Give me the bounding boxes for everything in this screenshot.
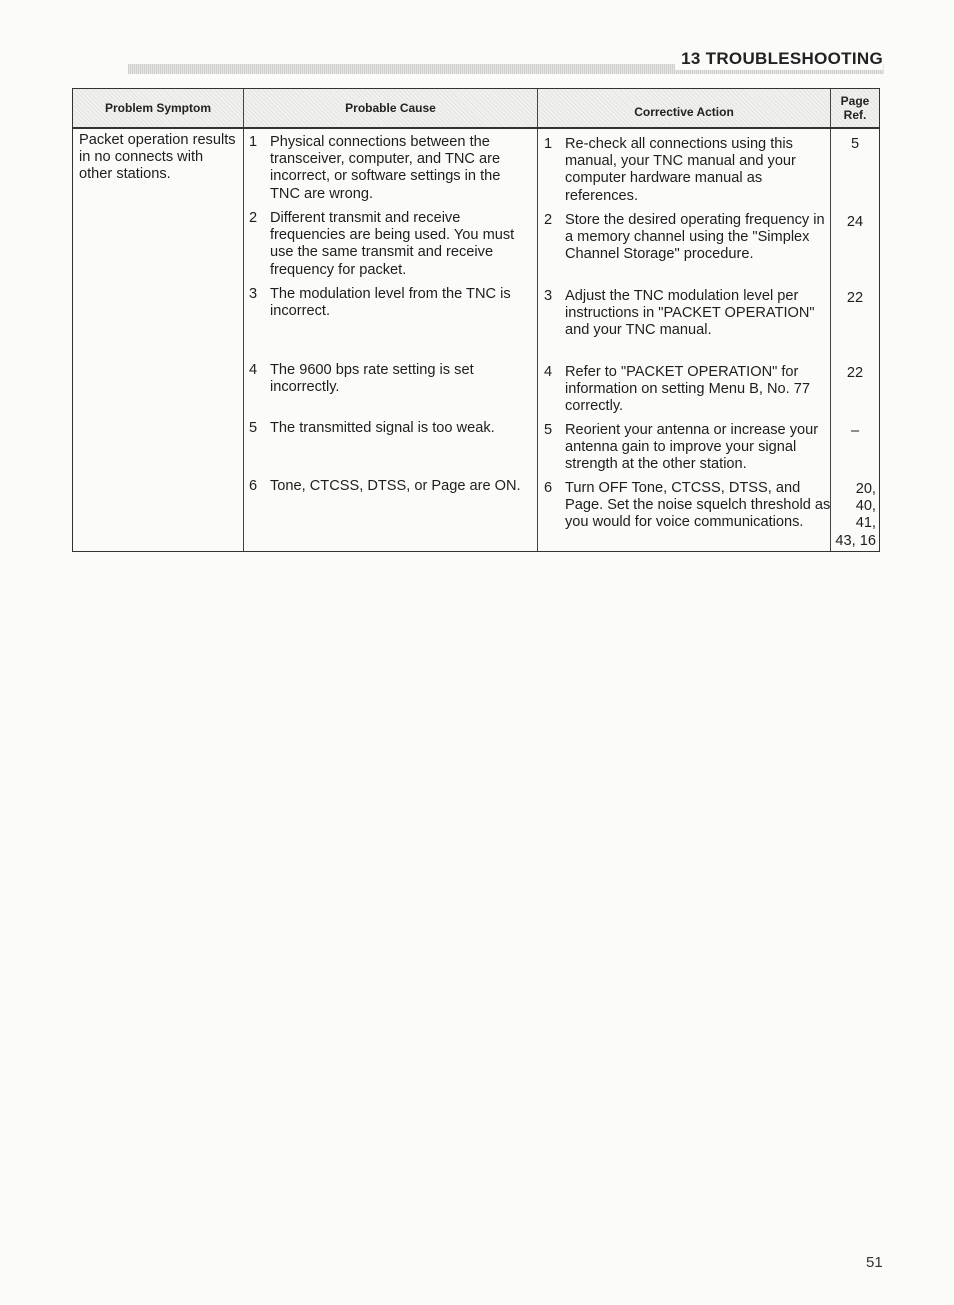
header-divider — [73, 127, 879, 129]
probable-cause: Physical connections between the transceiver, computer, and TNC are incorrect, or software settings in the TNC are wrong. — [270, 134, 501, 202]
section-title: 13 TROUBLESHOOTING — [675, 48, 883, 70]
cause-number: 6 — [249, 478, 258, 494]
corrective-action: Refer to "PACKET OPERATION" for information on setting Menu B, No. 77 correctly. — [565, 364, 810, 415]
column-header-page-ref: Page Ref. — [831, 89, 879, 127]
page-reference: – — [850, 423, 860, 439]
corrective-action: Store the desired operating frequency in a memory channel using the "Simplex Channel Storage" procedure. — [565, 212, 825, 263]
action-number: 6 — [544, 480, 553, 496]
page-number: 51 — [866, 1254, 883, 1271]
column-header-symptom: Problem Symptom — [73, 89, 243, 127]
column-header-action: Corrective Action — [538, 89, 830, 127]
action-number: 4 — [544, 364, 553, 380]
probable-cause: The 9600 bps rate setting is set incorrectly. — [270, 362, 474, 396]
cause-number: 2 — [249, 210, 258, 226]
page-reference: 20, 40, 41, 43, 16 — [835, 481, 876, 549]
probable-cause: The transmitted signal is too weak. — [270, 420, 495, 436]
action-number: 5 — [544, 422, 553, 438]
action-number: 2 — [544, 212, 553, 228]
page-reference: 24 — [846, 214, 864, 230]
page-reference: 5 — [850, 136, 860, 152]
cause-number: 4 — [249, 362, 258, 378]
corrective-action: Adjust the TNC modulation level per instructions in "PACKET OPERATION" and your TNC manual. — [565, 288, 815, 339]
probable-cause: The modulation level from the TNC is incorrect. — [270, 286, 511, 320]
action-number: 3 — [544, 288, 553, 304]
page-reference: 22 — [846, 290, 864, 306]
column-divider — [243, 89, 244, 551]
troubleshooting-table — [72, 88, 880, 552]
probable-cause: Different transmit and receive frequencies are being used. You must use the same transmit and receive frequency for packet. — [270, 210, 515, 278]
cause-number: 1 — [249, 134, 258, 150]
column-header-cause: Probable Cause — [244, 89, 537, 127]
column-divider — [537, 89, 538, 551]
cause-number: 3 — [249, 286, 258, 302]
probable-cause: Tone, CTCSS, DTSS, or Page are ON. — [270, 478, 521, 494]
action-number: 1 — [544, 136, 553, 152]
corrective-action: Turn OFF Tone, CTCSS, DTSS, and Page. Set the noise squelch threshold as you would for voice communications. — [565, 480, 831, 531]
corrective-action: Re-check all connections using this manual, your TNC manual and your computer hardware manual as references. — [565, 136, 796, 204]
page-reference: 22 — [846, 365, 864, 381]
problem-symptom: Packet operation results in no connects with other stations. — [79, 132, 236, 183]
cause-number: 5 — [249, 420, 258, 436]
corrective-action: Reorient your antenna or increase your antenna gain to improve your signal strength at the other station. — [565, 422, 819, 473]
